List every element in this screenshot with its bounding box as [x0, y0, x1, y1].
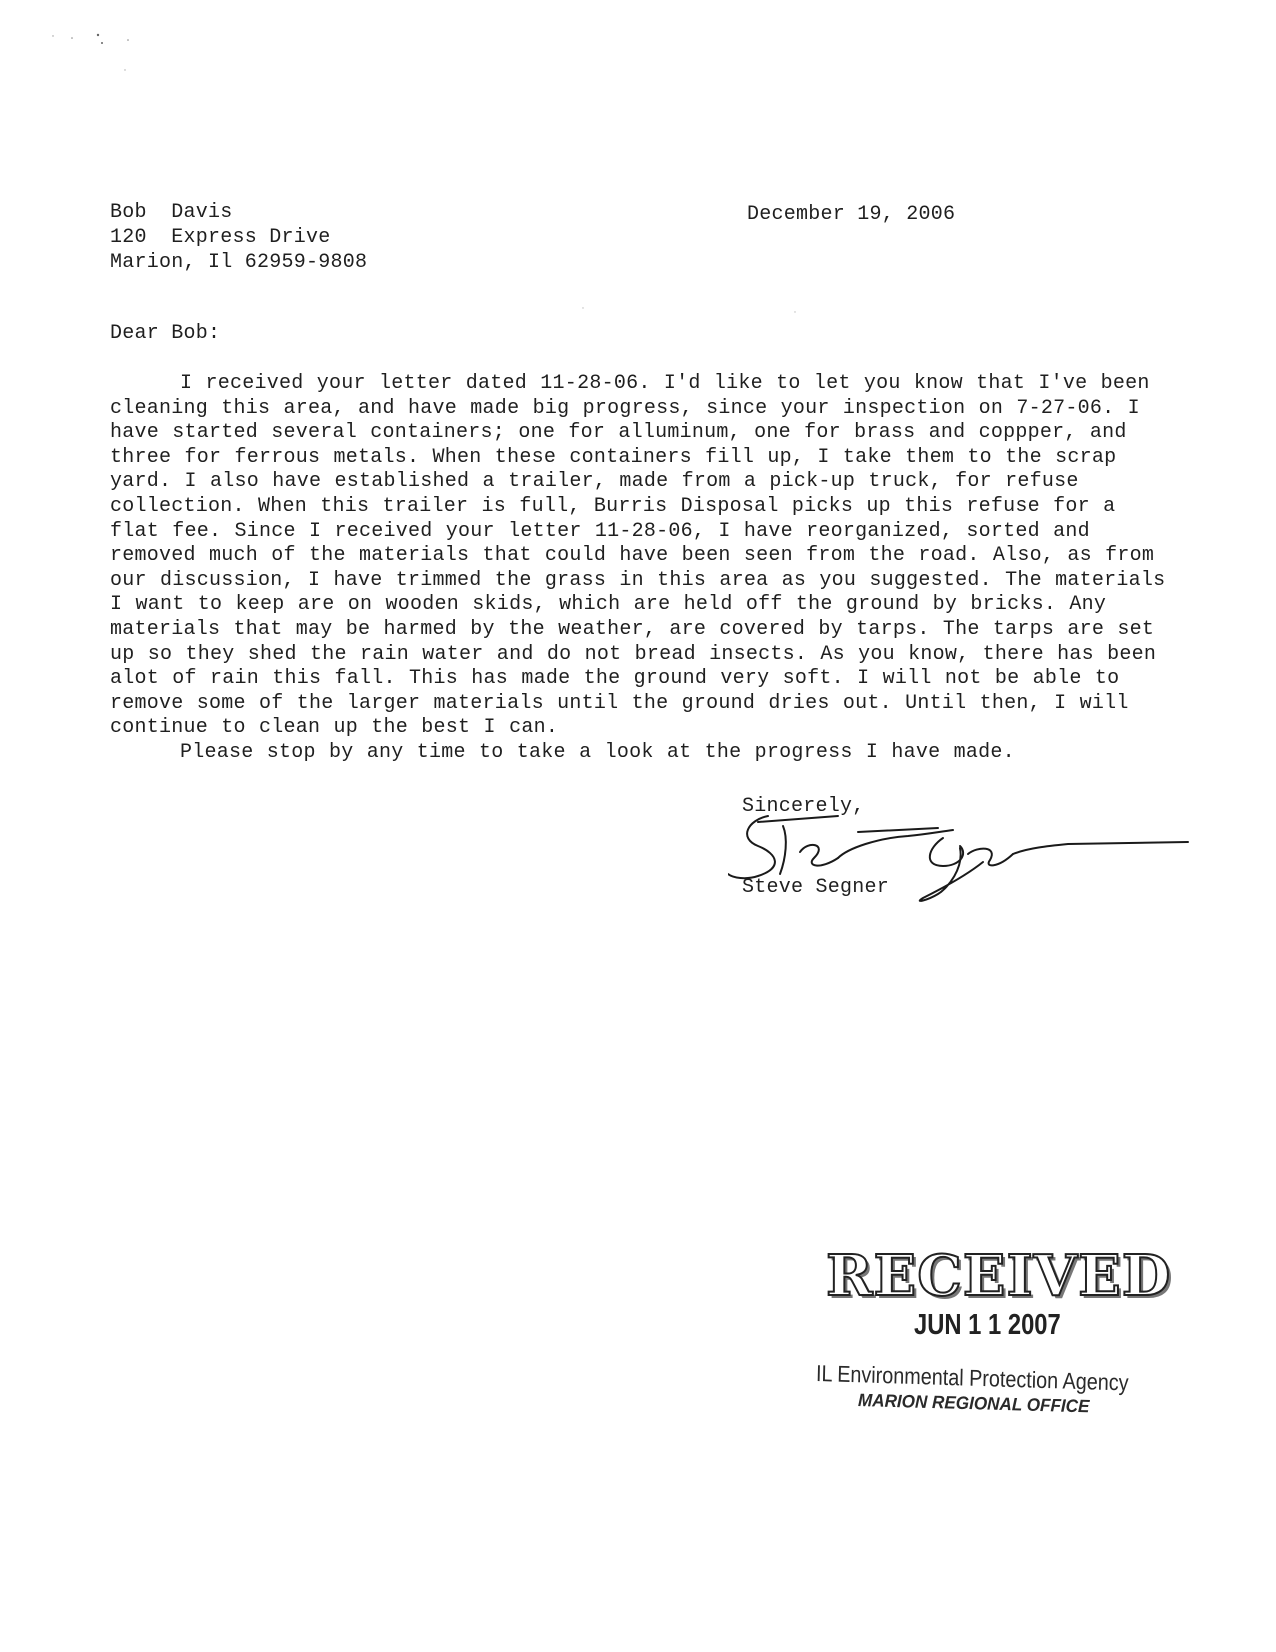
signature	[728, 808, 1248, 918]
stamp-agency: IL Environmental Protection Agency	[815, 1360, 1129, 1396]
salutation: Dear Bob:	[110, 322, 221, 345]
sender-city: Marion, Il 62959-9808	[110, 251, 368, 274]
received-stamp	[815, 1243, 1172, 1417]
body-paragraph-1: I received your letter dated 11-28-06. I'd like to let you know that I've been cleaning this area, and have made big progress, since your inspection on 7-27-06. I have started several containers; one for alluminum, one for brass and coppper, and three for ferrous metals. When these containers fill up, I take them to the scrap yard. I also have established a trailer, made from a pick-up truck, for refuse collection. When this trailer is full, Burris Disposal picks up this refuse for a flat fee. Since I received your letter 11-28-06, I have reorganized, sorted and removed much of the materials that could have been seen from the road. Also, as from our discussion, I have trimmed the grass in this area as you suggested. The materials I want to keep are on wooden skids, which are held off the ground by bricks. Any materials that may be harmed by the weather, are covered by tarps. The tarps are set up so they shed the rain water and do not bread insects. As you know, there has been alot of rain this fall. This has made the ground very soft. I will not be able to remove some of the larger materials until the ground dries out. Until then, I will continue to clean up the best I can.	[110, 372, 1166, 740]
letter-date: December 19, 2006	[747, 203, 956, 226]
sender-name: Bob Davis	[110, 201, 233, 224]
sender-address	[110, 200, 367, 275]
stamp-office: MARION REGIONAL OFFICE	[857, 1390, 1090, 1417]
sender-street: 120 Express Drive	[110, 226, 331, 249]
stamp-received-heading: RECEIVED	[826, 1243, 1172, 1309]
closing: Sincerely,	[742, 795, 865, 818]
body-paragraph-2: Please stop by any time to take a look at the progress I have made.	[180, 740, 1015, 764]
stamp-date: JUN 1 1 2007	[914, 1309, 1061, 1341]
signer-name: Steve Segner	[742, 876, 890, 899]
letter-body	[110, 372, 1170, 766]
